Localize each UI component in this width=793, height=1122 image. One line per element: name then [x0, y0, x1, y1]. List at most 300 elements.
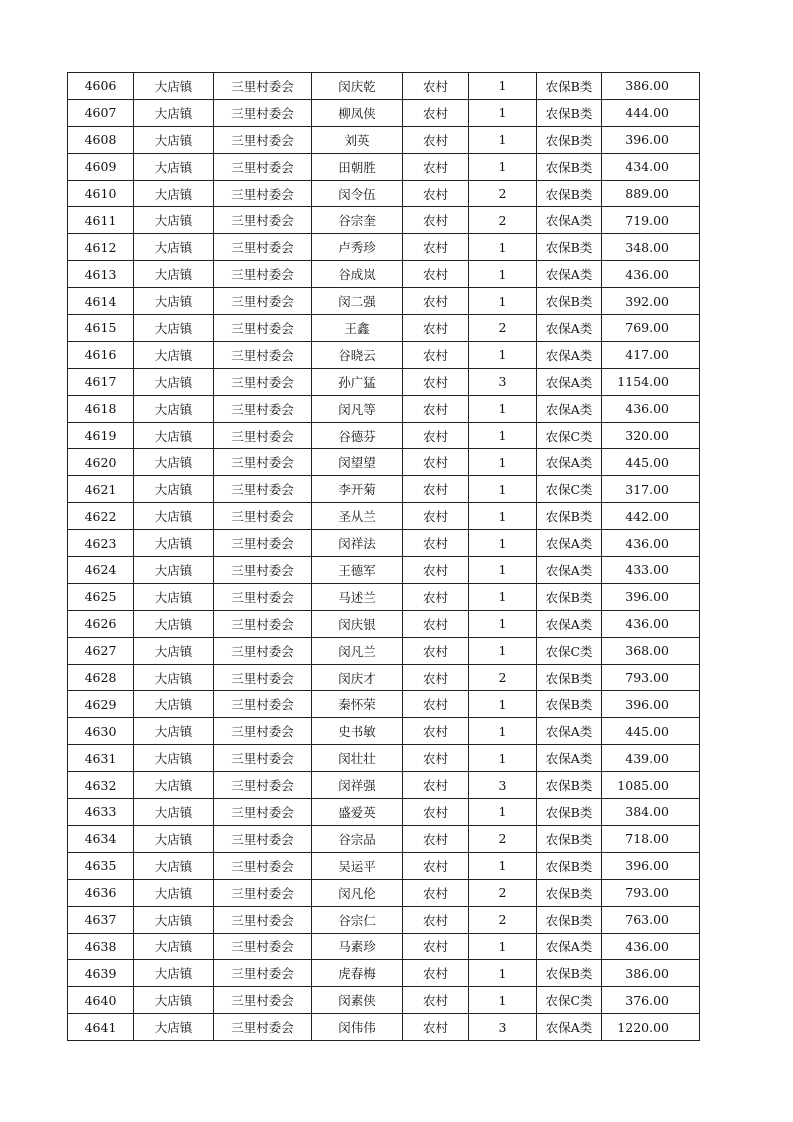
area-type-cell: 农村 [403, 234, 469, 261]
town-cell: 大店镇 [134, 126, 214, 153]
village-committee-cell: 三里村委会 [214, 583, 312, 610]
area-type-cell: 农村 [403, 637, 469, 664]
village-committee-cell: 三里村委会 [214, 718, 312, 745]
table-row [68, 557, 700, 584]
town-cell: 大店镇 [134, 879, 214, 906]
village-committee-cell: 三里村委会 [214, 825, 312, 852]
insurance-category-cell: 农保A类 [537, 530, 602, 557]
record-number-cell: 4640 [68, 987, 134, 1014]
person-name-cell: 刘英 [312, 126, 403, 153]
person-name-cell: 闵伟伟 [312, 1014, 403, 1041]
household-count-cell: 1 [469, 288, 537, 315]
town-cell: 大店镇 [134, 153, 214, 180]
town-cell: 大店镇 [134, 261, 214, 288]
amount-cell: 436.00 [602, 530, 700, 557]
insurance-category-cell: 农保C类 [537, 476, 602, 503]
person-name-cell: 闵凡兰 [312, 637, 403, 664]
town-cell: 大店镇 [134, 960, 214, 987]
table-row [68, 772, 700, 799]
household-count-cell: 1 [469, 99, 537, 126]
person-name-cell: 盛爱英 [312, 799, 403, 826]
person-name-cell: 柳凤侠 [312, 99, 403, 126]
amount-cell: 436.00 [602, 261, 700, 288]
person-name-cell: 谷成岚 [312, 261, 403, 288]
village-committee-cell: 三里村委会 [214, 664, 312, 691]
insurance-category-cell: 农保C类 [537, 637, 602, 664]
person-name-cell: 田朝胜 [312, 153, 403, 180]
table-row [68, 960, 700, 987]
insurance-category-cell: 农保A类 [537, 207, 602, 234]
insurance-category-cell: 农保A类 [537, 449, 602, 476]
insurance-category-cell: 农保B类 [537, 664, 602, 691]
household-count-cell: 1 [469, 234, 537, 261]
town-cell: 大店镇 [134, 933, 214, 960]
area-type-cell: 农村 [403, 718, 469, 745]
amount-cell: 889.00 [602, 180, 700, 207]
village-committee-cell: 三里村委会 [214, 368, 312, 395]
insurance-category-cell: 农保A类 [537, 745, 602, 772]
table-row [68, 610, 700, 637]
record-number-cell: 4611 [68, 207, 134, 234]
insurance-category-cell: 农保B类 [537, 852, 602, 879]
table-row [68, 1014, 700, 1041]
record-number-cell: 4614 [68, 288, 134, 315]
amount-cell: 1154.00 [602, 368, 700, 395]
insurance-category-cell: 农保B类 [537, 153, 602, 180]
table-row [68, 530, 700, 557]
town-cell: 大店镇 [134, 180, 214, 207]
town-cell: 大店镇 [134, 691, 214, 718]
area-type-cell: 农村 [403, 368, 469, 395]
table-row [68, 261, 700, 288]
village-committee-cell: 三里村委会 [214, 99, 312, 126]
person-name-cell: 闵望望 [312, 449, 403, 476]
household-count-cell: 1 [469, 153, 537, 180]
town-cell: 大店镇 [134, 449, 214, 476]
record-number-cell: 4615 [68, 315, 134, 342]
town-cell: 大店镇 [134, 207, 214, 234]
table-row [68, 422, 700, 449]
insurance-category-cell: 农保A类 [537, 718, 602, 745]
town-cell: 大店镇 [134, 718, 214, 745]
record-number-cell: 4613 [68, 261, 134, 288]
person-name-cell: 李开菊 [312, 476, 403, 503]
town-cell: 大店镇 [134, 772, 214, 799]
amount-cell: 396.00 [602, 691, 700, 718]
person-name-cell: 虎春梅 [312, 960, 403, 987]
insurance-category-cell: 农保A类 [537, 341, 602, 368]
amount-cell: 442.00 [602, 503, 700, 530]
person-name-cell: 闵祥强 [312, 772, 403, 799]
area-type-cell: 农村 [403, 745, 469, 772]
person-name-cell: 闵素侠 [312, 987, 403, 1014]
town-cell: 大店镇 [134, 664, 214, 691]
table-row [68, 153, 700, 180]
record-number-cell: 4609 [68, 153, 134, 180]
record-number-cell: 4630 [68, 718, 134, 745]
records-table [67, 72, 700, 1041]
amount-cell: 317.00 [602, 476, 700, 503]
area-type-cell: 农村 [403, 933, 469, 960]
household-count-cell: 1 [469, 530, 537, 557]
amount-cell: 793.00 [602, 879, 700, 906]
area-type-cell: 农村 [403, 315, 469, 342]
town-cell: 大店镇 [134, 368, 214, 395]
person-name-cell: 秦怀荣 [312, 691, 403, 718]
area-type-cell: 农村 [403, 207, 469, 234]
record-number-cell: 4624 [68, 557, 134, 584]
town-cell: 大店镇 [134, 745, 214, 772]
person-name-cell: 王德军 [312, 557, 403, 584]
area-type-cell: 农村 [403, 422, 469, 449]
village-committee-cell: 三里村委会 [214, 530, 312, 557]
table-row [68, 637, 700, 664]
amount-cell: 396.00 [602, 852, 700, 879]
person-name-cell: 圣从兰 [312, 503, 403, 530]
record-number-cell: 4627 [68, 637, 134, 664]
village-committee-cell: 三里村委会 [214, 153, 312, 180]
town-cell: 大店镇 [134, 288, 214, 315]
village-committee-cell: 三里村委会 [214, 1014, 312, 1041]
insurance-category-cell: 农保A类 [537, 1014, 602, 1041]
insurance-category-cell: 农保C类 [537, 422, 602, 449]
insurance-category-cell: 农保A类 [537, 557, 602, 584]
insurance-category-cell: 农保B类 [537, 825, 602, 852]
record-number-cell: 4620 [68, 449, 134, 476]
record-number-cell: 4637 [68, 906, 134, 933]
village-committee-cell: 三里村委会 [214, 288, 312, 315]
person-name-cell: 闵凡伦 [312, 879, 403, 906]
village-committee-cell: 三里村委会 [214, 960, 312, 987]
record-number-cell: 4608 [68, 126, 134, 153]
record-number-cell: 4638 [68, 933, 134, 960]
household-count-cell: 1 [469, 637, 537, 664]
household-count-cell: 1 [469, 745, 537, 772]
table-row [68, 234, 700, 261]
amount-cell: 434.00 [602, 153, 700, 180]
table-row [68, 180, 700, 207]
table-row [68, 799, 700, 826]
amount-cell: 396.00 [602, 126, 700, 153]
village-committee-cell: 三里村委会 [214, 449, 312, 476]
village-committee-cell: 三里村委会 [214, 852, 312, 879]
area-type-cell: 农村 [403, 1014, 469, 1041]
town-cell: 大店镇 [134, 799, 214, 826]
area-type-cell: 农村 [403, 610, 469, 637]
village-committee-cell: 三里村委会 [214, 315, 312, 342]
area-type-cell: 农村 [403, 879, 469, 906]
amount-cell: 1085.00 [602, 772, 700, 799]
village-committee-cell: 三里村委会 [214, 476, 312, 503]
household-count-cell: 2 [469, 315, 537, 342]
table-row [68, 879, 700, 906]
insurance-category-cell: 农保B类 [537, 99, 602, 126]
insurance-category-cell: 农保B类 [537, 960, 602, 987]
household-count-cell: 1 [469, 449, 537, 476]
village-committee-cell: 三里村委会 [214, 906, 312, 933]
amount-cell: 718.00 [602, 825, 700, 852]
amount-cell: 433.00 [602, 557, 700, 584]
village-committee-cell: 三里村委会 [214, 126, 312, 153]
record-number-cell: 4626 [68, 610, 134, 637]
amount-cell: 348.00 [602, 234, 700, 261]
person-name-cell: 闵庆才 [312, 664, 403, 691]
household-count-cell: 2 [469, 825, 537, 852]
town-cell: 大店镇 [134, 422, 214, 449]
town-cell: 大店镇 [134, 610, 214, 637]
town-cell: 大店镇 [134, 825, 214, 852]
person-name-cell: 吴运平 [312, 852, 403, 879]
town-cell: 大店镇 [134, 476, 214, 503]
person-name-cell: 谷宗奎 [312, 207, 403, 234]
village-committee-cell: 三里村委会 [214, 261, 312, 288]
insurance-category-cell: 农保B类 [537, 503, 602, 530]
village-committee-cell: 三里村委会 [214, 879, 312, 906]
village-committee-cell: 三里村委会 [214, 557, 312, 584]
person-name-cell: 闵祥法 [312, 530, 403, 557]
table-row [68, 395, 700, 422]
person-name-cell: 史书敏 [312, 718, 403, 745]
amount-cell: 436.00 [602, 933, 700, 960]
insurance-category-cell: 农保B类 [537, 691, 602, 718]
household-count-cell: 1 [469, 852, 537, 879]
household-count-cell: 2 [469, 906, 537, 933]
insurance-category-cell: 农保A类 [537, 933, 602, 960]
person-name-cell: 谷宗仁 [312, 906, 403, 933]
town-cell: 大店镇 [134, 987, 214, 1014]
village-committee-cell: 三里村委会 [214, 799, 312, 826]
insurance-category-cell: 农保B类 [537, 799, 602, 826]
household-count-cell: 1 [469, 422, 537, 449]
table-row [68, 99, 700, 126]
area-type-cell: 农村 [403, 906, 469, 933]
person-name-cell: 谷德芬 [312, 422, 403, 449]
town-cell: 大店镇 [134, 583, 214, 610]
household-count-cell: 1 [469, 395, 537, 422]
insurance-category-cell: 农保B类 [537, 583, 602, 610]
village-committee-cell: 三里村委会 [214, 610, 312, 637]
person-name-cell: 孙广猛 [312, 368, 403, 395]
village-committee-cell: 三里村委会 [214, 503, 312, 530]
town-cell: 大店镇 [134, 341, 214, 368]
area-type-cell: 农村 [403, 987, 469, 1014]
household-count-cell: 3 [469, 772, 537, 799]
record-number-cell: 4622 [68, 503, 134, 530]
table-row [68, 718, 700, 745]
record-number-cell: 4641 [68, 1014, 134, 1041]
table-row [68, 664, 700, 691]
table-row [68, 207, 700, 234]
village-committee-cell: 三里村委会 [214, 933, 312, 960]
household-count-cell: 1 [469, 960, 537, 987]
person-name-cell: 马素珍 [312, 933, 403, 960]
area-type-cell: 农村 [403, 288, 469, 315]
table-row [68, 583, 700, 610]
insurance-category-cell: 农保B类 [537, 126, 602, 153]
amount-cell: 444.00 [602, 99, 700, 126]
person-name-cell: 卢秀珍 [312, 234, 403, 261]
village-committee-cell: 三里村委会 [214, 422, 312, 449]
record-number-cell: 4635 [68, 852, 134, 879]
town-cell: 大店镇 [134, 315, 214, 342]
insurance-category-cell: 农保B类 [537, 906, 602, 933]
person-name-cell: 马述兰 [312, 583, 403, 610]
amount-cell: 763.00 [602, 906, 700, 933]
household-count-cell: 1 [469, 583, 537, 610]
area-type-cell: 农村 [403, 503, 469, 530]
amount-cell: 719.00 [602, 207, 700, 234]
record-number-cell: 4628 [68, 664, 134, 691]
person-name-cell: 闵令伍 [312, 180, 403, 207]
household-count-cell: 1 [469, 557, 537, 584]
insurance-category-cell: 农保A类 [537, 395, 602, 422]
table-row [68, 288, 700, 315]
household-count-cell: 1 [469, 987, 537, 1014]
record-number-cell: 4621 [68, 476, 134, 503]
area-type-cell: 农村 [403, 341, 469, 368]
insurance-category-cell: 农保A类 [537, 368, 602, 395]
person-name-cell: 王鑫 [312, 315, 403, 342]
record-number-cell: 4610 [68, 180, 134, 207]
person-name-cell: 谷宗品 [312, 825, 403, 852]
person-name-cell: 谷晓云 [312, 341, 403, 368]
town-cell: 大店镇 [134, 395, 214, 422]
person-name-cell: 闵壮壮 [312, 745, 403, 772]
person-name-cell: 闵庆银 [312, 610, 403, 637]
household-count-cell: 1 [469, 799, 537, 826]
record-number-cell: 4634 [68, 825, 134, 852]
household-count-cell: 1 [469, 341, 537, 368]
record-number-cell: 4631 [68, 745, 134, 772]
record-number-cell: 4618 [68, 395, 134, 422]
record-number-cell: 4629 [68, 691, 134, 718]
person-name-cell: 闵二强 [312, 288, 403, 315]
town-cell: 大店镇 [134, 1014, 214, 1041]
household-count-cell: 1 [469, 933, 537, 960]
amount-cell: 384.00 [602, 799, 700, 826]
record-number-cell: 4616 [68, 341, 134, 368]
record-number-cell: 4619 [68, 422, 134, 449]
village-committee-cell: 三里村委会 [214, 234, 312, 261]
table-row [68, 315, 700, 342]
amount-cell: 445.00 [602, 449, 700, 476]
area-type-cell: 农村 [403, 772, 469, 799]
amount-cell: 320.00 [602, 422, 700, 449]
table-row [68, 449, 700, 476]
insurance-category-cell: 农保B类 [537, 180, 602, 207]
village-committee-cell: 三里村委会 [214, 73, 312, 100]
record-number-cell: 4607 [68, 99, 134, 126]
area-type-cell: 农村 [403, 395, 469, 422]
table-row [68, 933, 700, 960]
village-committee-cell: 三里村委会 [214, 745, 312, 772]
area-type-cell: 农村 [403, 691, 469, 718]
town-cell: 大店镇 [134, 234, 214, 261]
household-count-cell: 1 [469, 476, 537, 503]
table-row [68, 476, 700, 503]
record-number-cell: 4639 [68, 960, 134, 987]
insurance-category-cell: 农保A类 [537, 261, 602, 288]
household-count-cell: 3 [469, 1014, 537, 1041]
area-type-cell: 农村 [403, 180, 469, 207]
person-name-cell: 闵庆乾 [312, 73, 403, 100]
area-type-cell: 农村 [403, 664, 469, 691]
household-count-cell: 1 [469, 73, 537, 100]
table-row [68, 745, 700, 772]
town-cell: 大店镇 [134, 99, 214, 126]
record-number-cell: 4623 [68, 530, 134, 557]
table-row [68, 987, 700, 1014]
town-cell: 大店镇 [134, 906, 214, 933]
area-type-cell: 农村 [403, 825, 469, 852]
record-number-cell: 4625 [68, 583, 134, 610]
village-committee-cell: 三里村委会 [214, 987, 312, 1014]
table-row [68, 126, 700, 153]
amount-cell: 386.00 [602, 960, 700, 987]
village-committee-cell: 三里村委会 [214, 180, 312, 207]
household-count-cell: 3 [469, 368, 537, 395]
village-committee-cell: 三里村委会 [214, 637, 312, 664]
area-type-cell: 农村 [403, 261, 469, 288]
table-row [68, 691, 700, 718]
insurance-category-cell: 农保B类 [537, 234, 602, 261]
table-row [68, 341, 700, 368]
amount-cell: 769.00 [602, 315, 700, 342]
table-row [68, 73, 700, 100]
village-committee-cell: 三里村委会 [214, 395, 312, 422]
insurance-category-cell: 农保B类 [537, 879, 602, 906]
insurance-category-cell: 农保B类 [537, 772, 602, 799]
town-cell: 大店镇 [134, 73, 214, 100]
table-row [68, 852, 700, 879]
person-name-cell: 闵凡等 [312, 395, 403, 422]
insurance-category-cell: 农保B类 [537, 288, 602, 315]
amount-cell: 1220.00 [602, 1014, 700, 1041]
table-row [68, 368, 700, 395]
town-cell: 大店镇 [134, 503, 214, 530]
amount-cell: 445.00 [602, 718, 700, 745]
amount-cell: 392.00 [602, 288, 700, 315]
town-cell: 大店镇 [134, 530, 214, 557]
village-committee-cell: 三里村委会 [214, 772, 312, 799]
record-number-cell: 4636 [68, 879, 134, 906]
amount-cell: 386.00 [602, 73, 700, 100]
amount-cell: 368.00 [602, 637, 700, 664]
insurance-category-cell: 农保B类 [537, 73, 602, 100]
area-type-cell: 农村 [403, 99, 469, 126]
area-type-cell: 农村 [403, 852, 469, 879]
town-cell: 大店镇 [134, 637, 214, 664]
area-type-cell: 农村 [403, 960, 469, 987]
area-type-cell: 农村 [403, 449, 469, 476]
household-count-cell: 1 [469, 610, 537, 637]
amount-cell: 436.00 [602, 610, 700, 637]
village-committee-cell: 三里村委会 [214, 341, 312, 368]
household-count-cell: 1 [469, 503, 537, 530]
records-table-body [68, 73, 700, 1041]
insurance-category-cell: 农保A类 [537, 610, 602, 637]
household-count-cell: 2 [469, 207, 537, 234]
record-number-cell: 4606 [68, 73, 134, 100]
village-committee-cell: 三里村委会 [214, 691, 312, 718]
area-type-cell: 农村 [403, 476, 469, 503]
table-row [68, 906, 700, 933]
insurance-category-cell: 农保A类 [537, 315, 602, 342]
table-row [68, 503, 700, 530]
household-count-cell: 1 [469, 261, 537, 288]
insurance-category-cell: 农保C类 [537, 987, 602, 1014]
village-committee-cell: 三里村委会 [214, 207, 312, 234]
